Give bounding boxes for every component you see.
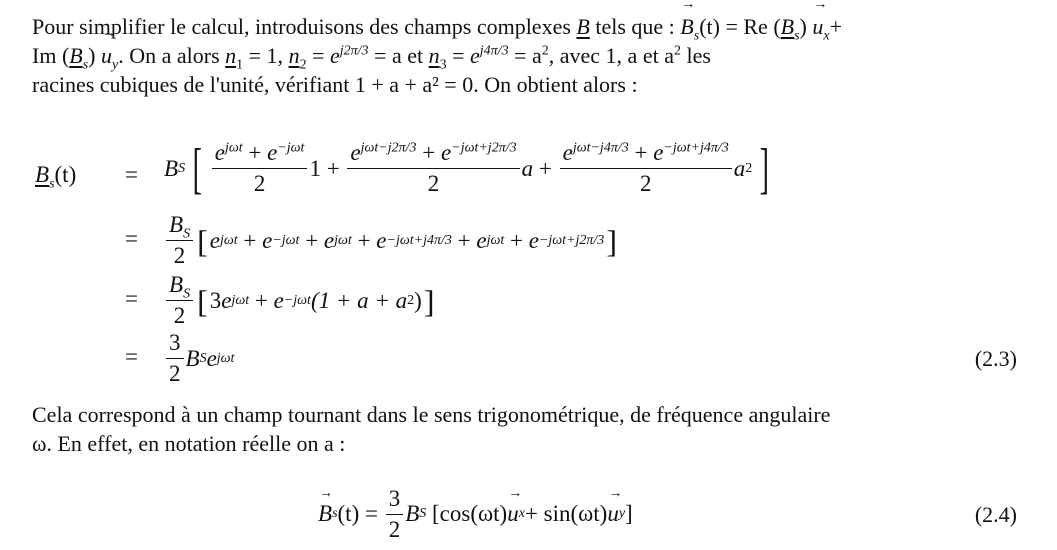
equation-line-1: $B_s(t)$ = B S [ $\frac{e^{j\omega t} + e^{-j\omega t}}{2}$ 1 + $\frac{e^{j\omega t-j2\pi/3} + e^{-j\omega t+j2\pi/3}}{2}$ a + $\frac{e^{j\omega t-j4\pi/3} + e^{-j\omega t+j4\pi/3}}{2}$ a 2 ] <box>35 137 770 200</box>
equation-number-2-3: (2.3) <box>974 346 1017 371</box>
equation-line-3: = $\frac{B_S}{2}$ [ 3 e jωt + e −jωt (1 + a + a 2 ) ] <box>125 272 435 328</box>
equation-line-2: = $\frac{B_S}{2}$ [ e jωt + e −jωt + e jωt + e −jωt+j4π/3 + e jωt + e −jωt+j2π/3 ] <box>125 212 617 268</box>
equation-number-2-4: (2.4) <box>974 502 1017 527</box>
intro-line-2: Im $(B_s) \to u_y$. On a alors $n_1 = 1$, $n_2 = e^{j2\pi/3} = a$ et $n_3 = e^{j4\pi/3} = a^2$, avec 1, a et $a^2$ les <box>32 41 1022 70</box>
equation-line-4: = $\frac{3}{2}$ B S e jωt (2.3) <box>125 330 1017 386</box>
intro-line-1: Pour simplifier le calcul, introduisons des champs complexes B tels que : → $B_s(t) = Re$ $(B_s) \to u_x+$ <box>32 12 1022 41</box>
equation-lhs: $B_s(t)$ <box>35 162 77 192</box>
intro-paragraph <box>32 12 1022 99</box>
fraction-term-2: $\frac{e^{j\omega t-j2\pi/3} + e^{-j\omega t+j2\pi/3}}{2}$ <box>347 140 519 197</box>
rotating-field-paragraph: Cela correspond à un champ tournant dans le sens trigonométrique, de fréquence angulaire ω. En effet, en notation réelle on a : <box>32 402 831 456</box>
fraction-term-3: $\frac{e^{j\omega t-j4\pi/3} + e^{-j\omega t+j4\pi/3}}{2}$ <box>560 140 732 197</box>
equation-2-3 <box>0 130 1057 390</box>
complex-field-symbol: B <box>576 14 590 39</box>
equation-2-4: → B s (t) = $\frac{3}{2}$ B S [cos(ωt) → u x + sin(ωt) → u y ] (2.4) <box>0 484 1057 544</box>
intro-line-3: racines cubiques de l'unité, vérifiant 1 + a + a² = 0. On obtient alors : <box>32 72 638 97</box>
vector-B: → B <box>680 12 693 41</box>
fraction-term-1: $\frac{e^{j\omega t} + e^{-j\omega t}}{2}$ <box>212 140 308 197</box>
